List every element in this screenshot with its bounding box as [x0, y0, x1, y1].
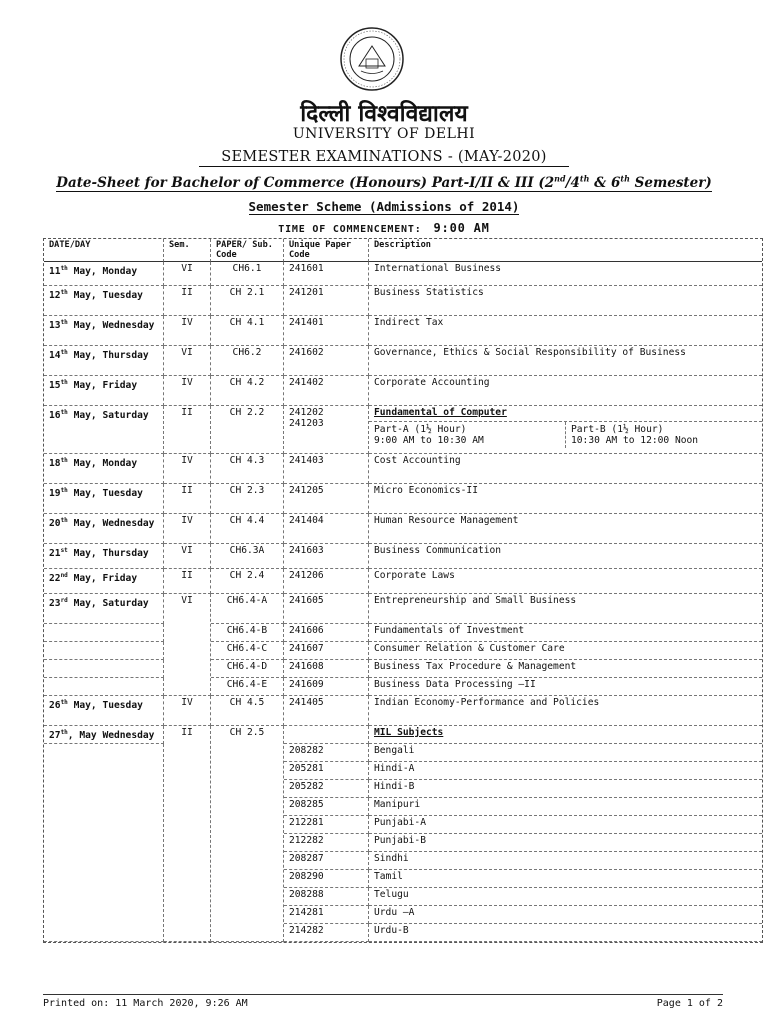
table-row [44, 642, 762, 660]
description-cell: Bengali [369, 744, 762, 762]
date-cell-empty [44, 660, 164, 678]
paper-code-cell: CH 4.2 [211, 376, 284, 406]
unique-code-cell: 241607 [284, 642, 369, 660]
time-of-commencement: TIME OF COMMENCEMENT: 9:00 AM [278, 221, 490, 235]
scheme-title: Semester Scheme (Admissions of 2014) [248, 199, 520, 214]
table-row [44, 454, 762, 484]
paper-code-cell: CH6.4-D [211, 660, 284, 678]
description-cell: Human Resource Management [369, 514, 762, 544]
unique-code-cell: 241606 [284, 624, 369, 642]
printed-on: Printed on: 11 March 2020, 9:26 AM [43, 998, 248, 1009]
paper-code-cell: CH 2.1 [211, 286, 284, 316]
paper-code-cell: CH6.4-E [211, 678, 284, 696]
paper-code-cell: CH 2.5 [211, 726, 284, 942]
date-cell: 15th May, Friday [44, 376, 164, 406]
unique-code-cell: 241206 [284, 569, 369, 594]
table-row [44, 678, 762, 696]
university-name: UNIVERSITY OF DELHI [292, 126, 476, 142]
table-row [44, 544, 762, 569]
header-date: DATE/DAY [44, 239, 164, 262]
description-cell: Hindi-A [369, 762, 762, 780]
description-cell: Business Statistics [369, 286, 762, 316]
table-row [44, 316, 762, 346]
date-cell: 18th May, Monday [44, 454, 164, 484]
sem-cell: IV [164, 514, 211, 544]
unique-code-cell: 208288 [284, 888, 369, 906]
description-cell: Micro Economics-II [369, 484, 762, 514]
description-cell: Business Data Processing –II [369, 678, 762, 696]
sem-cell: IV [164, 696, 211, 726]
sem-cell: VI [164, 262, 211, 286]
unique-code-cell: 208282 [284, 744, 369, 762]
unique-code-cell: 241602 [284, 346, 369, 376]
unique-code-cell: 214282 [284, 924, 369, 942]
paper-code-cell: CH 4.1 [211, 316, 284, 346]
table-row [44, 346, 762, 376]
unique-code-cell: 208290 [284, 870, 369, 888]
unique-code-cell: 205282 [284, 780, 369, 798]
unique-code-cell: 241202 241203 [284, 406, 369, 454]
description-cell: Punjabi-B [369, 834, 762, 852]
description-cell: Sindhi [369, 852, 762, 870]
unique-code-cell: 241201 [284, 286, 369, 316]
date-cell-empty [44, 642, 164, 660]
date-cell: 12th May, Tuesday [44, 286, 164, 316]
sem-cell: IV [164, 316, 211, 346]
mil-row [44, 744, 762, 762]
unique-code-cell: 241603 [284, 544, 369, 569]
paper-code-cell: CH6.4-C [211, 642, 284, 660]
header-sem: Sem. [164, 239, 211, 262]
paper-code-cell: CH6.2 [211, 346, 284, 376]
sem-cell: II [164, 406, 211, 454]
date-cell: 13th May, Wednesday [44, 316, 164, 346]
unique-code-cell: 212282 [284, 834, 369, 852]
unique-code-cell: 241608 [284, 660, 369, 678]
paper-code-cell: CH 2.3 [211, 484, 284, 514]
description-cell: International Business [369, 262, 762, 286]
table-row [44, 660, 762, 678]
part-timing [369, 421, 762, 448]
sem-cell: II [164, 484, 211, 514]
paper-code-cell: CH6.4-B [211, 624, 284, 642]
sem-cell: II [164, 286, 211, 316]
sem-cell: VI [164, 346, 211, 376]
description-cell: Consumer Relation & Customer Care [369, 642, 762, 660]
unique-code-cell: 212281 [284, 816, 369, 834]
paper-code-cell: CH6.1 [211, 262, 284, 286]
description-cell: Indirect Tax [369, 316, 762, 346]
description-cell: Manipuri [369, 798, 762, 816]
paper-code-cell: CH 4.5 [211, 696, 284, 726]
unique-code-cell: 214281 [284, 906, 369, 924]
unique-code-cell: 241609 [284, 678, 369, 696]
table-row [44, 286, 762, 316]
table-row [44, 376, 762, 406]
unique-code-cell: 241401 [284, 316, 369, 346]
description-cell: Telugu [369, 888, 762, 906]
table-row [44, 484, 762, 514]
unique-code-cell: 208285 [284, 798, 369, 816]
page-number: Page 1 of 2 [656, 998, 723, 1009]
table-row [44, 726, 762, 744]
date-cell: 22nd May, Friday [44, 569, 164, 594]
description-cell: Fundamentals of Investment [369, 624, 762, 642]
date-cell: 23rd May, Saturday [44, 594, 164, 624]
datesheet-title: Date-Sheet for Bachelor of Commerce (Honours) Part-I/II & III (2nd/4th & 6th Semester) [56, 173, 712, 191]
description-cell: Punjabi-A [369, 816, 762, 834]
table-row [44, 514, 762, 544]
table-row [44, 696, 762, 726]
unique-code-cell: 241601 [284, 262, 369, 286]
date-cell: 16th May, Saturday [44, 406, 164, 454]
description-cell: Indian Economy-Performance and Policies [369, 696, 762, 726]
table-row [44, 594, 762, 624]
exam-title: SEMESTER EXAMINATIONS - (MAY-2020) [0, 149, 768, 167]
description-cell: Cost Accounting [369, 454, 762, 484]
date-cell-empty [44, 624, 164, 642]
university-seal-logo [339, 26, 405, 92]
unique-code-cell: 241205 [284, 484, 369, 514]
table-row [44, 569, 762, 594]
header-description: Description [369, 239, 762, 262]
mil-subjects-heading: MIL Subjects [369, 726, 762, 744]
date-cell: 14th May, Thursday [44, 346, 164, 376]
unique-code-cell: 241405 [284, 696, 369, 726]
datesheet-table [43, 238, 763, 943]
date-cell: 21st May, Thursday [44, 544, 164, 569]
description-cell: Corporate Laws [369, 569, 762, 594]
hindi-university-title: दिल्ली विश्वविद्यालय [300, 101, 468, 127]
date-cell: 11th May, Monday [44, 262, 164, 286]
description-cell: Urdu –A [369, 906, 762, 924]
date-cell: 20th May, Wednesday [44, 514, 164, 544]
date-cell-empty [44, 678, 164, 696]
description-cell: Fundamental of Computer Part-A (1½ Hour) 9:00 AM to 10:30 AM Part-B (1½ Hour) 10:30 AM to 12:00 Noon [369, 406, 762, 454]
part-a: Part-A (1½ Hour) 9:00 AM to 10:30 AM [374, 424, 484, 446]
header-paper: PAPER/ Sub. Code [211, 239, 284, 262]
date-cell-empty [44, 744, 164, 942]
table-header-row [44, 239, 762, 262]
paper-code-cell: CH6.3A [211, 544, 284, 569]
description-cell: Entrepreneurship and Small Business [369, 594, 762, 624]
description-cell: Hindi-B [369, 780, 762, 798]
paper-code-cell: CH 4.4 [211, 514, 284, 544]
table-row [44, 262, 762, 286]
unique-code-cell: 241605 [284, 594, 369, 624]
sem-cell: II [164, 726, 211, 942]
description-cell: Tamil [369, 870, 762, 888]
unique-code-cell: 205281 [284, 762, 369, 780]
date-cell: 27th, May Wednesday [44, 726, 164, 744]
part-b: Part-B (1½ Hour) 10:30 AM to 12:00 Noon [565, 422, 762, 448]
date-cell: 26th May, Tuesday [44, 696, 164, 726]
paper-code-cell: CH6.4-A [211, 594, 284, 624]
sem-cell: IV [164, 454, 211, 484]
description-cell: Business Communication [369, 544, 762, 569]
sem-cell: II [164, 569, 211, 594]
unique-code-cell [284, 726, 369, 744]
unique-code-cell: 208287 [284, 852, 369, 870]
page-footer [43, 994, 723, 1009]
table-row [44, 406, 762, 454]
sem-cell: VI [164, 594, 211, 696]
header-unique-code: Unique Paper Code [284, 239, 369, 262]
unique-code-cell: 241402 [284, 376, 369, 406]
sem-cell: VI [164, 544, 211, 569]
date-cell: 19th May, Tuesday [44, 484, 164, 514]
description-cell: Business Tax Procedure & Management [369, 660, 762, 678]
unique-code-cell: 241403 [284, 454, 369, 484]
sem-cell: IV [164, 376, 211, 406]
paper-code-cell: CH 2.4 [211, 569, 284, 594]
paper-code-cell: CH 2.2 [211, 406, 284, 454]
unique-code-cell: 241404 [284, 514, 369, 544]
table-row [44, 624, 762, 642]
description-cell: Corporate Accounting [369, 376, 762, 406]
paper-code-cell: CH 4.3 [211, 454, 284, 484]
description-cell: Governance, Ethics & Social Responsibility of Business [369, 346, 762, 376]
description-cell: Urdu-B [369, 924, 762, 942]
